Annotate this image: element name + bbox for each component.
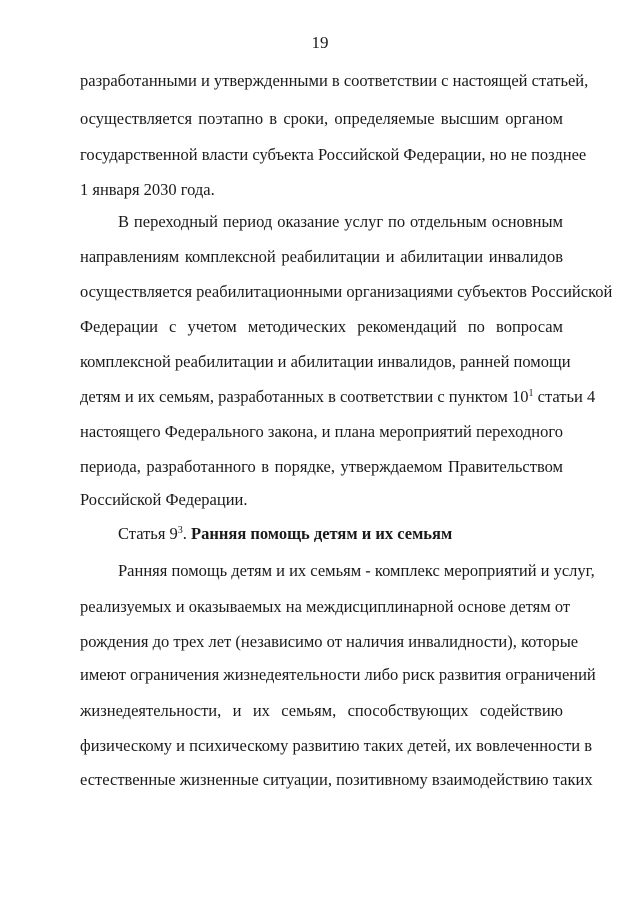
- text-line: настоящего Федерального закона, и плана мероприятий переходного: [80, 422, 563, 441]
- text-line: периода, разработанного в порядке, утверждаемом Правительством: [80, 457, 563, 476]
- text-line: осуществляется реабилитационными организациями субъектов Российской: [80, 282, 613, 301]
- superscript: 3: [177, 525, 183, 536]
- article-heading: [118, 524, 563, 544]
- text-line: жизнедеятельности, и их семьям, способствующих содействию: [80, 701, 563, 720]
- text-segment: детям и их семьям, разработанных в соответствии с пунктом 10: [80, 387, 529, 406]
- text-line: Российской Федерации.: [80, 490, 248, 509]
- text-line: физическому и психическому развитию таких детей, их вовлеченности в: [80, 736, 593, 755]
- text-line: рождения до трех лет (независимо от наличия инвалидности), которые: [80, 632, 579, 651]
- text-line: комплексной реабилитации и абилитации инвалидов, ранней помощи: [80, 352, 571, 371]
- text-segment: статьи 4: [533, 387, 596, 406]
- superscript: 1: [528, 388, 534, 399]
- text-line: естественные жизненные ситуации, позитивному взаимодействию таких: [80, 770, 593, 789]
- text-line: разработанными и утвержденными в соответствии с настоящей статьей,: [80, 71, 589, 90]
- text-line: реализуемых и оказываемых на междисциплинарной основе детям от: [80, 597, 571, 616]
- article-title: Ранняя помощь детям и их семьям: [191, 524, 453, 543]
- text-line: государственной власти субъекта Российской Федерации, но не позднее: [80, 145, 587, 164]
- text-line: Федерации с учетом методических рекомендаций по вопросам: [80, 317, 563, 336]
- article-number: Статья 9: [118, 524, 178, 543]
- article-separator: .: [182, 524, 192, 543]
- text-line: имеют ограничения жизнедеятельности либо риск развития ограничений: [80, 665, 596, 684]
- text-line: [80, 387, 596, 407]
- text-line: направлениям комплексной реабилитации и абилитации инвалидов: [80, 247, 563, 266]
- text-line: Ранняя помощь детям и их семьям - комплекс мероприятий и услуг,: [118, 561, 595, 580]
- text-line: В переходный период оказание услуг по отдельным основным: [118, 212, 563, 231]
- text-line: осуществляется поэтапно в сроки, определяемые высшим органом: [80, 109, 563, 128]
- page-number: 19: [311, 33, 329, 52]
- text-line: 1 января 2030 года.: [80, 180, 215, 199]
